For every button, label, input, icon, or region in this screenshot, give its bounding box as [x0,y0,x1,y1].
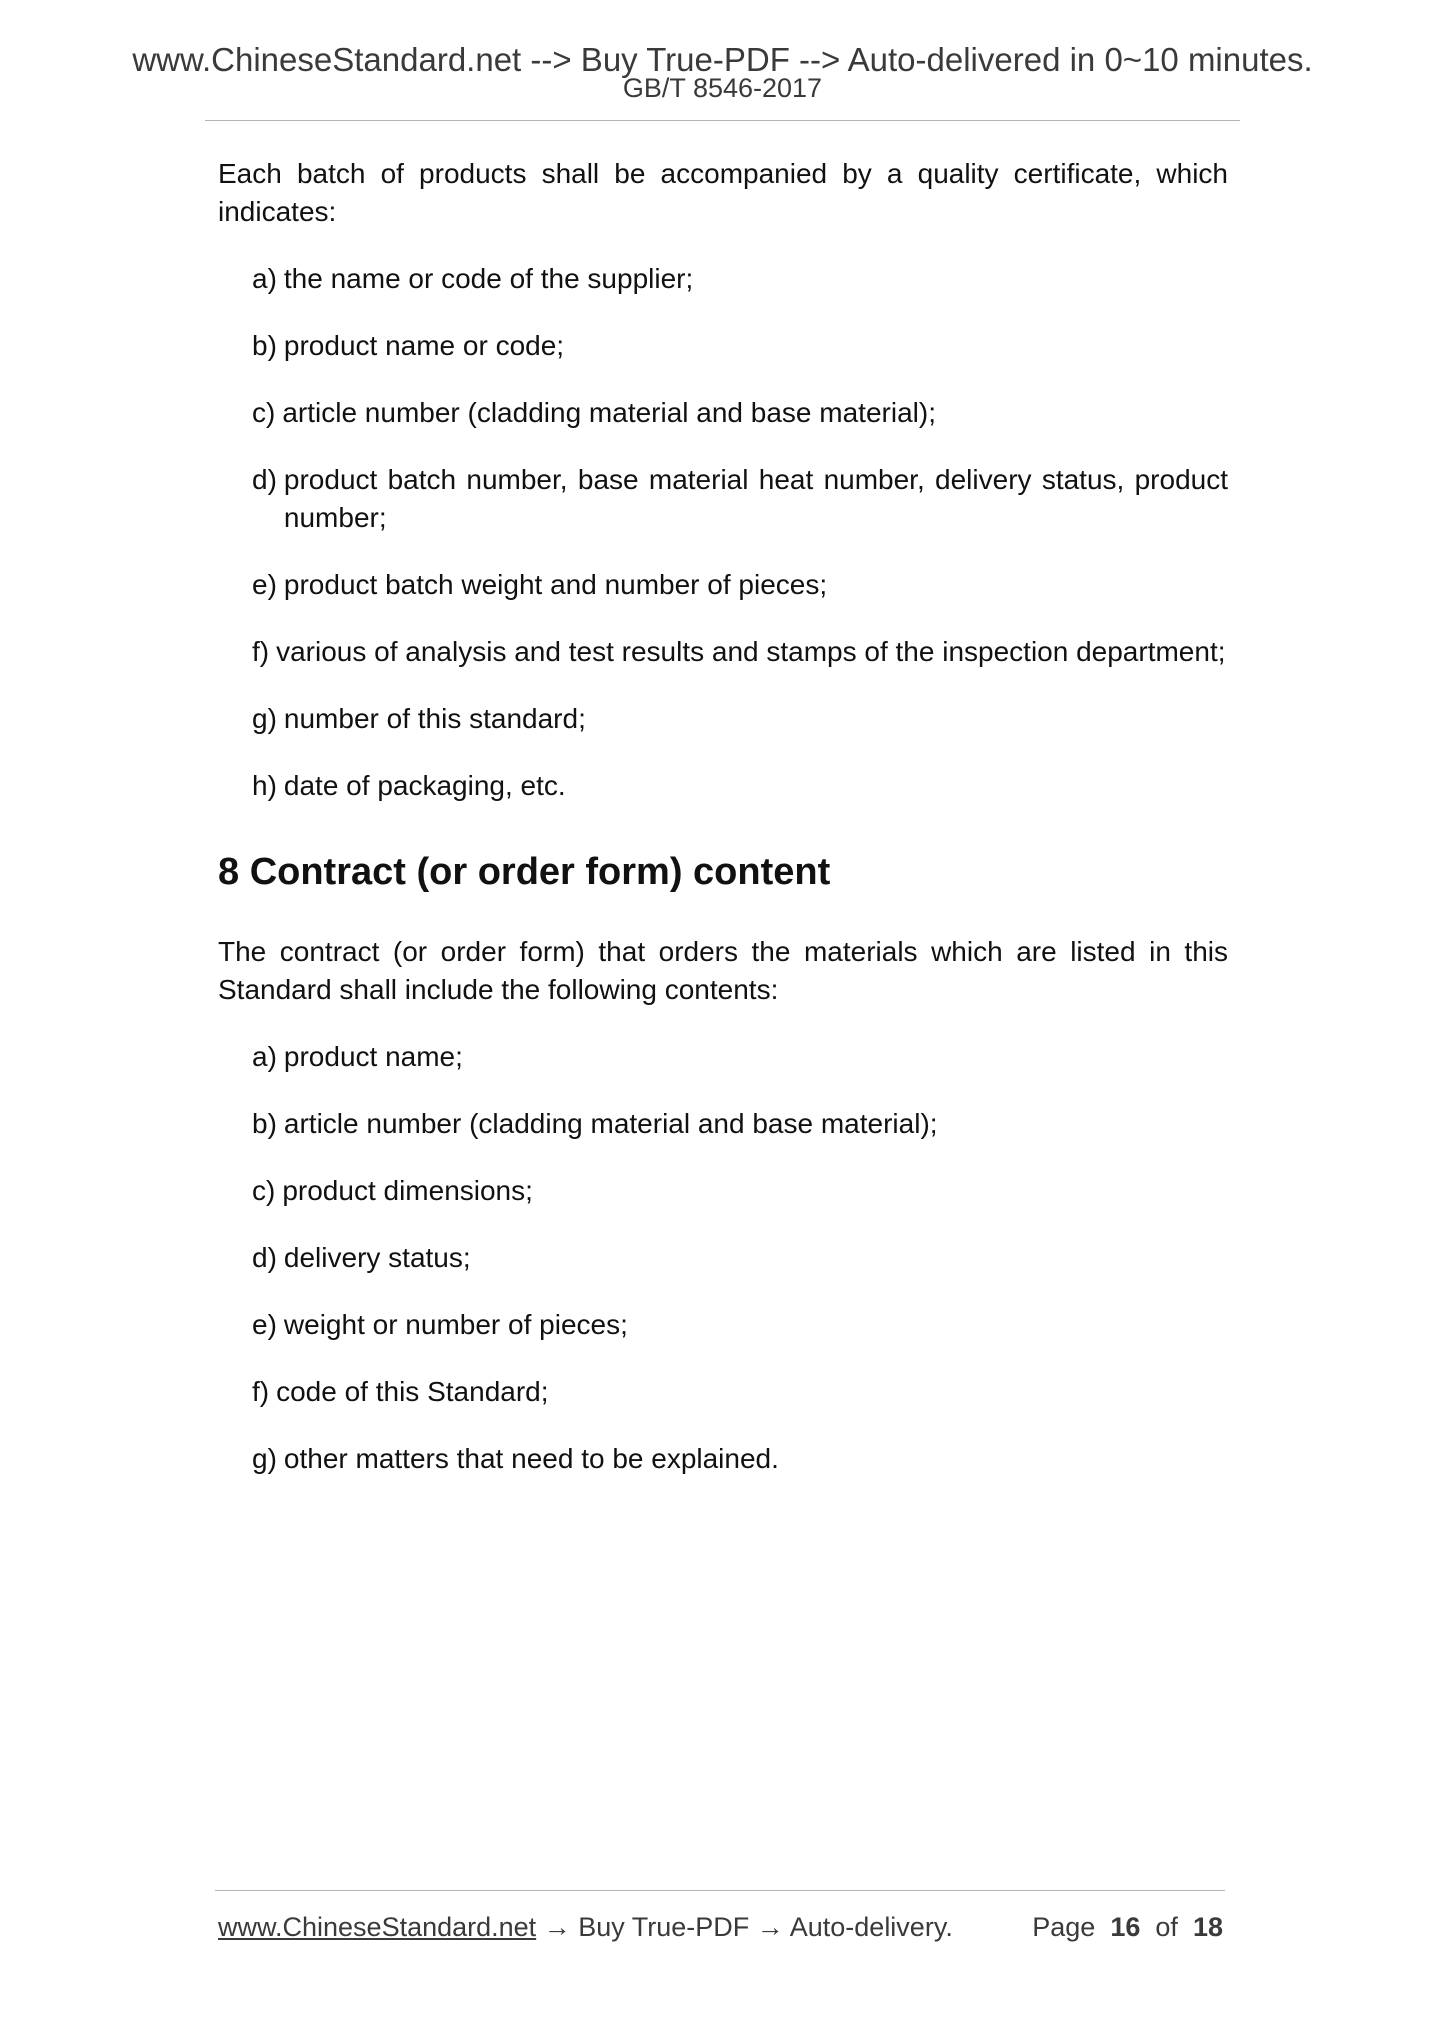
list-item [218,327,1228,365]
list-marker: g) [252,703,277,734]
page-content [218,155,1228,1478]
list-marker: e) [252,1309,277,1340]
list-text: code of this Standard; [276,1376,549,1407]
list-item [218,767,1228,805]
header-divider [205,120,1240,121]
list-text: date of packaging, etc. [283,770,566,801]
list-item [218,1105,1228,1143]
list-text: product dimensions; [282,1175,533,1206]
list-text: delivery status; [283,1242,471,1273]
list-marker: h) [252,770,277,801]
list-text: product batch number, base material heat number, delivery status, product number; [283,464,1228,533]
list-item [218,566,1228,604]
list-item [218,633,1228,671]
list-marker: b) [252,330,277,361]
list-item [218,394,1228,432]
footer-left [218,1910,953,1944]
list-marker: e) [252,569,277,600]
footer-tagline: → Buy True-PDF → Auto-delivery. [536,1912,953,1942]
list-item [218,260,1228,298]
document-code: GB/T 8546-2017 [622,73,823,103]
contract-list [218,1038,1228,1478]
list-text: number of this standard; [283,703,586,734]
footer-site-link[interactable]: www.ChineseStandard.net [218,1912,537,1942]
header-banner: www.ChineseStandard.net --> Buy True-PDF --> Auto-delivered in 0~10 minutes. [132,41,1313,78]
list-marker: c) [252,397,276,428]
list-text: article number (cladding material and base material); [283,1108,938,1139]
certificate-list [218,260,1228,805]
list-item [218,1306,1228,1344]
list-item [218,1038,1228,1076]
contract-intro: The contract (or order form) that orders the materials which are listed in this Standard shall include the following contents: [218,936,1228,1005]
list-item [218,461,1228,537]
list-marker: b) [252,1108,277,1139]
list-marker: f) [252,1376,270,1407]
list-item [218,1172,1228,1210]
list-marker: f) [252,636,270,667]
list-text: product batch weight and number of pieces; [283,569,828,600]
list-text: other matters that need to be explained. [283,1443,779,1474]
list-item [218,1239,1228,1277]
list-marker: d) [252,464,277,495]
list-marker: a) [252,263,277,294]
list-marker: a) [252,1041,277,1072]
section-8-heading: 8 Contract (or order form) content [218,851,831,893]
list-text: product name or code; [283,330,565,361]
list-text: product name; [283,1041,463,1072]
of-label: of [1155,1912,1178,1942]
list-marker: d) [252,1242,277,1273]
certificate-intro: Each batch of products shall be accompanied by a quality certificate, which indicates: [218,158,1228,227]
list-text: the name or code of the supplier; [283,263,694,294]
list-item [218,1373,1228,1411]
list-item [218,700,1228,738]
footer-divider [215,1890,1225,1891]
list-marker: g) [252,1443,277,1474]
page-label: Page [1032,1912,1096,1942]
list-text: various of analysis and test results and stamps of the inspection department; [276,636,1226,667]
list-text: article number (cladding material and base material); [282,397,936,428]
list-item [218,1440,1228,1478]
list-text: weight or number of pieces; [283,1309,628,1340]
page-indicator [1032,1910,1223,1944]
list-marker: c) [252,1175,276,1206]
page-total: 18 [1192,1912,1223,1942]
page-number: 16 [1110,1912,1141,1942]
